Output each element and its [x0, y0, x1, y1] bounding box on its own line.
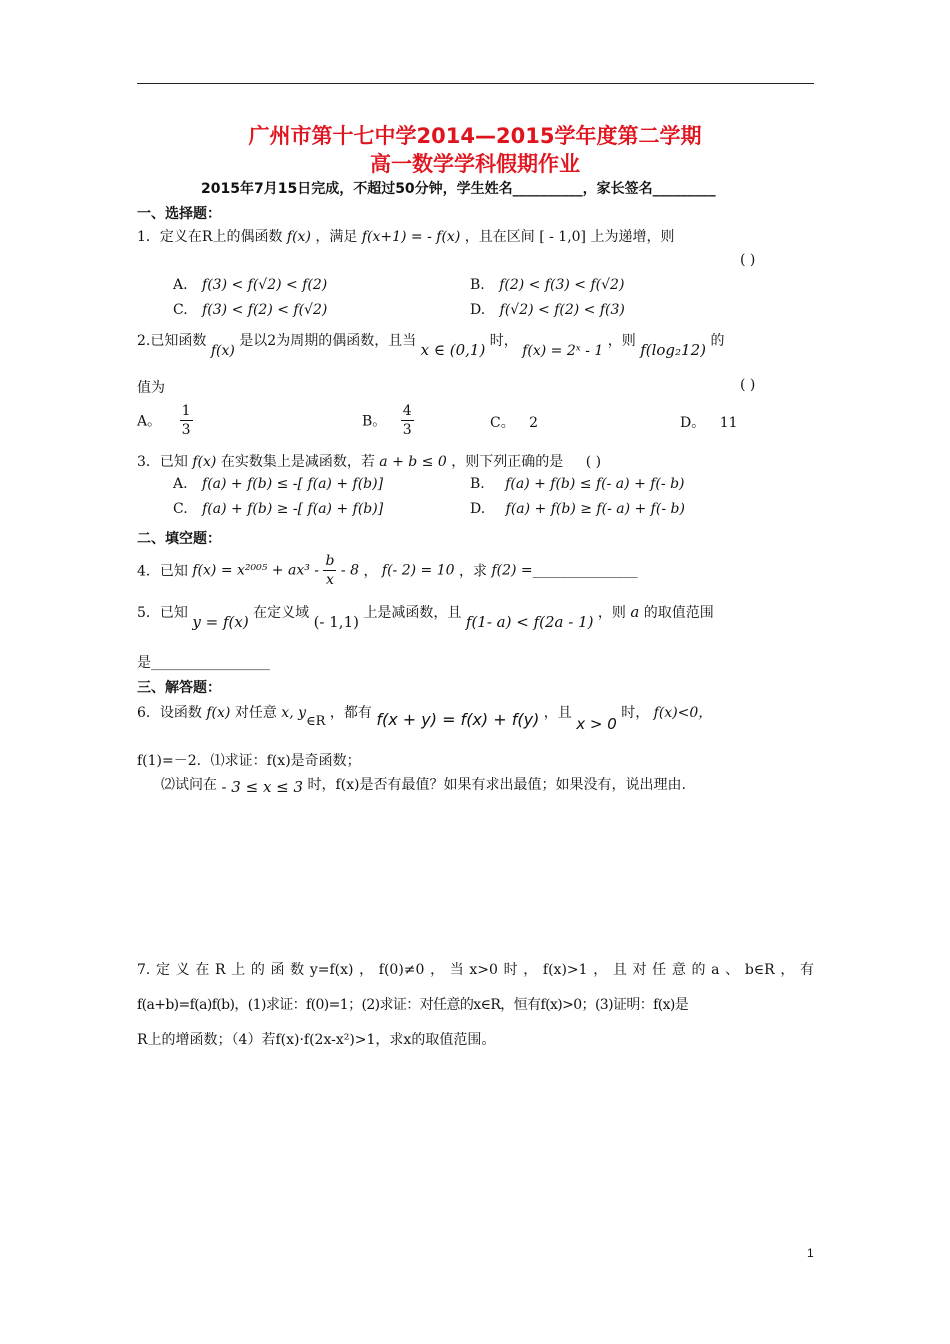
numerator: b: [325, 553, 335, 569]
q5-condition: f(1- a) < f(2a - 1): [465, 613, 594, 631]
q5-text: 是: [137, 655, 151, 671]
q3-line-1: [137, 451, 601, 471]
q6-vars: x, y: [281, 705, 307, 721]
q5-line-1: [137, 602, 714, 631]
q6-text: 时，f(x)是否有最值？如果有求出最值；如果没有，说出理由.: [307, 777, 686, 793]
q6-condition: x > 0: [576, 715, 617, 733]
q2-option-d: [680, 412, 738, 432]
q3-option-d: [470, 501, 685, 517]
q1-option-c: [173, 302, 327, 318]
answer-blank[interactable]: _________________: [151, 655, 270, 671]
header-info: 2015年7月15日完成，不超过50分钟，学生姓名__________，家长签名_________: [201, 181, 716, 197]
q3-fx: f(x): [192, 454, 217, 470]
title-line-1: 广州市第十七中学2014—2015学年度第二学期: [248, 124, 702, 148]
option-label: B.: [470, 277, 485, 293]
option-label: B。: [362, 413, 387, 430]
fraction: [180, 402, 193, 439]
option-text: 2: [529, 415, 539, 431]
q5-text: 上是减函数，且: [363, 605, 462, 621]
q2-text: 是以2为周期的偶函数，且当: [239, 333, 417, 349]
q2-option-c: [490, 412, 538, 432]
q6-text: 时，: [621, 705, 650, 721]
q2-fx: f(x): [210, 343, 235, 359]
q6-fx: f(x): [206, 705, 231, 721]
option-text: 11: [719, 415, 738, 431]
fraction: [401, 402, 414, 439]
q1-text: 上为递增，则: [590, 229, 675, 245]
q4-text: 4．已知: [137, 563, 188, 580]
option-label: B.: [470, 476, 485, 492]
q2-target: f(log₂12): [640, 341, 706, 359]
q6-text: 对任意: [234, 705, 277, 721]
numerator: 4: [402, 403, 412, 419]
q3-condition: a + b ≤ 0: [379, 454, 447, 470]
q5-domain: (- 1,1): [313, 613, 359, 631]
option-label: A.: [173, 277, 188, 293]
q1-interval: [ - 1,0]: [539, 229, 587, 245]
q5-line-2: [137, 652, 270, 672]
top-rule: [137, 83, 814, 84]
section-heading-choice: 一、选择题：: [137, 206, 221, 222]
q2-text: 的: [710, 333, 725, 349]
q6-range: - 3 ≤ x ≤ 3: [221, 778, 304, 796]
option-label: C。: [490, 415, 515, 431]
q4-text: ，: [363, 563, 378, 580]
q2-answer-bracket: ( ): [740, 377, 756, 393]
q3-option-c: [173, 501, 383, 517]
q2-line-2: 值为: [137, 380, 165, 396]
q7-line-3: R上的增函数；（4）若f(x)·f(2x-x²)>1，求x的取值范围。: [137, 1032, 496, 1048]
option-label: D。: [680, 415, 706, 431]
q6-in-r: ∈R: [306, 714, 326, 729]
option-text: f(2) < f(3) < f(√2): [499, 277, 625, 293]
option-label: A.: [173, 476, 188, 492]
q1-answer-bracket: ( ): [740, 252, 756, 268]
q4-definition: f(x) = x²⁰⁰⁵ + ax³ -: [192, 562, 320, 579]
q6-text: 6．设函数: [137, 705, 202, 721]
q3-answer-bracket: ( ): [585, 454, 602, 470]
option-text: f(a) + f(b) ≥ f(- a) + f(- b): [505, 501, 685, 517]
q3-text: 在实数集上是减函数，若: [220, 454, 375, 470]
q4-condition: f(- 2) = 10: [381, 562, 455, 579]
q5-fx: y = f(x): [192, 613, 249, 631]
q7-line-2: f(a+b)=f(a)f(b)，(1)求证：f(0)=1；(2)求证：对任意的x∈R，恒有f(x)>0；(3)证明：f(x)是: [137, 997, 689, 1013]
q5-variable: a: [630, 603, 640, 621]
q1-option-b: [470, 277, 624, 293]
page-number: 1: [807, 1246, 814, 1260]
numerator: 1: [181, 403, 191, 419]
option-label: D.: [470, 501, 486, 517]
q6-equation: f(x + y) = f(x) + f(y): [376, 710, 540, 729]
q6-text: ，且: [543, 705, 572, 721]
q2-text: ，则: [607, 333, 636, 349]
q5-text: 5．已知: [137, 605, 188, 621]
option-text: f(a) + f(b) ≥ -[ f(a) + f(b)]: [202, 501, 384, 517]
q4-text: ，求: [459, 563, 487, 580]
option-text: f(a) + f(b) ≤ f(- a) + f(- b): [505, 476, 685, 492]
q3-text: 3．已知: [137, 454, 188, 470]
q3-text: ，则下列正确的是: [451, 454, 564, 470]
section-heading-fill: 二、填空题：: [137, 531, 221, 547]
title-line-2: 高一数学学科假期作业: [370, 152, 580, 176]
q6-text: ，都有: [329, 705, 372, 721]
q7-line-1: 7.定义在R上的函数y=f(x)，f(0)≠0，当x>0时，f(x)>1，且对任意的a、b∈R，有: [137, 962, 814, 978]
denominator: 3: [181, 422, 191, 438]
q1-option-d: [470, 302, 625, 318]
denominator: 3: [402, 422, 412, 438]
q6-text: ⑵试问在: [161, 777, 217, 793]
q1-option-a: [173, 277, 327, 293]
option-text: f(√2) < f(2) < f(3): [499, 302, 625, 318]
q1-text: ，且在区间: [464, 229, 535, 245]
q1-text: 1．定义在R上的偶函数: [137, 229, 283, 245]
q4-ask: f(2) =: [491, 562, 533, 579]
q6-negative: f(x)<0，: [653, 705, 713, 721]
q5-text: 的取值范围: [643, 605, 714, 621]
option-text: f(3) < f(√2) < f(2): [202, 277, 328, 293]
option-text: f(3) < f(2) < f(√2): [202, 302, 328, 318]
option-label: A。: [137, 413, 162, 430]
q1-equation: f(x+1) = - f(x): [361, 229, 461, 245]
q3-option-a: [173, 476, 383, 492]
q6-line-3: [161, 774, 686, 794]
q2-text: 2.已知函数: [137, 333, 207, 349]
option-label: D.: [470, 302, 486, 318]
option-text: f(a) + f(b) ≤ -[ f(a) + f(b)]: [202, 476, 384, 492]
q2-text: 时，: [489, 333, 518, 349]
q4-line: [137, 552, 638, 589]
answer-blank[interactable]: _______________: [532, 562, 638, 579]
q4-definition: - 8: [340, 562, 359, 579]
option-label: C.: [173, 501, 188, 517]
q3-option-b: [470, 476, 685, 492]
q2-option-b: [362, 402, 414, 439]
q6-line-1: [137, 702, 713, 733]
q2-option-a: [137, 402, 193, 439]
q1-text: ，满足: [315, 229, 358, 245]
section-heading-solve: 三、解答题：: [137, 680, 221, 696]
q5-text: 在定义域: [253, 605, 310, 621]
fraction: [323, 552, 336, 589]
q2-line-1: [137, 330, 725, 359]
q5-text: ，则: [597, 605, 626, 621]
q1-fx: f(x): [286, 229, 311, 245]
q1-line-1: [137, 226, 674, 246]
q6-line-2: f(1)=－2．⑴求证：f(x)是奇函数；: [137, 753, 361, 769]
q2-condition: x ∈ (0,1): [420, 341, 486, 359]
denominator: x: [326, 572, 334, 588]
option-label: C.: [173, 302, 188, 318]
q2-definition: f(x) = 2ˣ - 1: [522, 343, 604, 359]
